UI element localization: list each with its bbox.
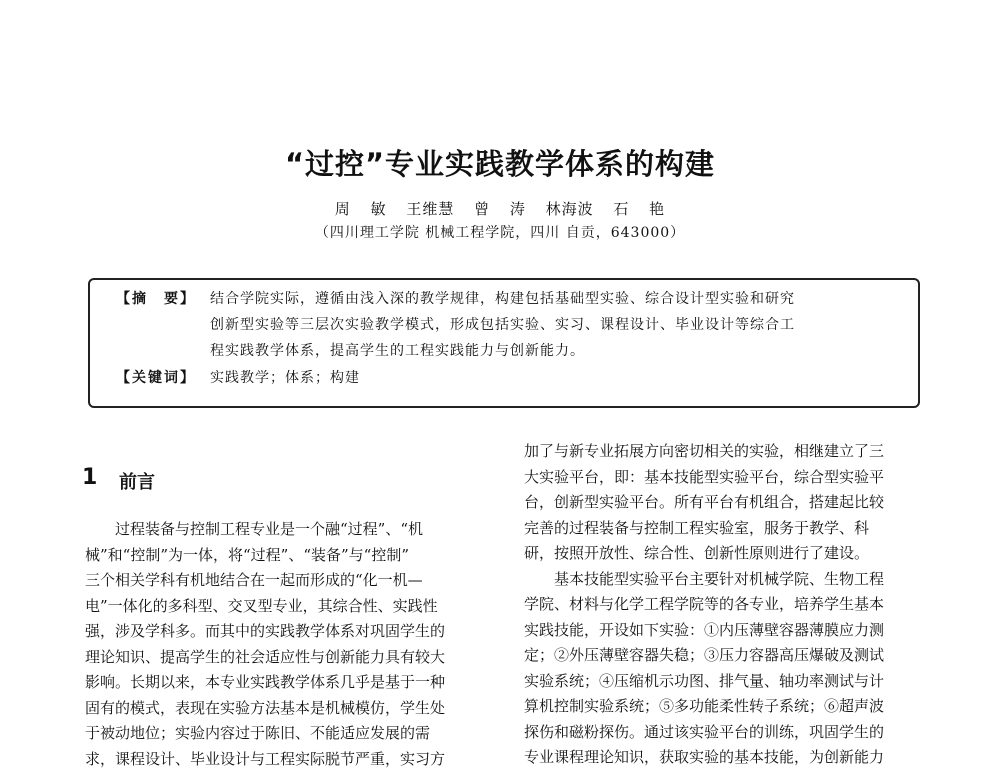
body-text-line: 完善的过程装备与控制工程实验室，服务于教学、科: [524, 518, 870, 537]
abstract-box: [88, 278, 920, 408]
body-text-line: 影响。长期以来，本专业实践教学体系几乎是基于一种: [85, 673, 446, 691]
body-text-line: 于被动地位；实验内容过于陈旧、不能适应发展的需: [85, 724, 431, 742]
body-text-line: 算机控制实验系统；⑤多功能柔性转子系统；⑥超声波: [524, 697, 885, 715]
body-text-line: 大实验平台，即：基本技能型实验平台，综合型实验平: [524, 467, 885, 486]
body-text-line: 三个相关学科有机地结合在一起而形成的“化一机—: [85, 571, 423, 589]
body-text-line: 过程装备与控制工程专业是一个融“过程”、“机: [115, 520, 424, 538]
abstract-line: 创新型实验等三层次实验教学模式，形成包括实验、实习、课程设计、毕业设计等综合工: [210, 317, 795, 333]
keywords-text: 实践教学；体系；构建: [210, 370, 360, 386]
abstract-line: 结合学院实际，遵循由浅入深的教学规律，构建包括基础型实验、综合设计型实验和研究: [210, 291, 795, 307]
body-text-line: 研，按照开放性、综合性、创新性原则进行了建设。: [524, 544, 870, 562]
right-column: [524, 440, 934, 770]
body-text-line: 定；②外压薄壁容器失稳；③压力容器高压爆破及测试: [524, 646, 885, 664]
body-text-line: 求，课程设计、毕业设计与工程实际脱节严重，实习方: [85, 749, 446, 768]
section-number: 1: [82, 465, 98, 490]
body-text-line: 固有的模式，表现在实验方法基本是机械模仿，学生处: [85, 698, 446, 717]
affiliation: （四川理工学院 机械工程学院，四川 自贡，643000）: [314, 225, 686, 241]
keywords-label: 【关键词】: [116, 370, 196, 386]
body-text-line: 强，涉及学科多。而其中的实践教学体系对巩固学生的: [85, 622, 446, 640]
body-text-line: 专业课程理论知识，获取实验的基本技能，为创新能力: [524, 748, 885, 766]
abstract-label: 【摘 要】: [116, 291, 196, 307]
body-text-line: 学院、材料与化学工程学院等的各专业，培养学生基本: [524, 595, 885, 613]
body-text-line: 台，创新型实验平台。所有平台有机组合，搭建起比较: [524, 493, 885, 511]
body-text-line: 实践技能，开设如下实验：①内压薄壁容器薄膜应力测: [524, 620, 885, 639]
paper-title: “过控”专业实践教学体系的构建: [284, 147, 716, 181]
body-text-line: 电”一体化的多科型、交叉型专业，其综合性、实践性: [85, 596, 438, 615]
body-text-line: 加了与新专业拓展方向密切相关的实验，相继建立了三: [524, 442, 885, 460]
body-text-line: 理论知识、提高学生的社会适应性与创新能力具有较大: [85, 647, 446, 666]
body-text-line: 械”和“控制”为一体，将“过程”、“装备”与“控制”: [85, 545, 410, 564]
body-text-line: 实验系统；④压缩机示功图、排气量、轴功率测试与计: [524, 671, 885, 690]
author-list: 周 敏 王维慧 曾 涛 林海波 石 艳: [334, 200, 666, 218]
abstract-line: 程实践教学体系，提高学生的工程实践能力与创新能力。: [210, 343, 585, 359]
section-title: 前言: [119, 472, 155, 493]
left-column: [85, 518, 495, 768]
body-text-line: 探伤和磁粉探伤。通过该实验平台的训练，巩固学生的: [524, 722, 885, 741]
body-text-line: 基本技能型实验平台主要针对机械学院、生物工程: [554, 569, 885, 588]
